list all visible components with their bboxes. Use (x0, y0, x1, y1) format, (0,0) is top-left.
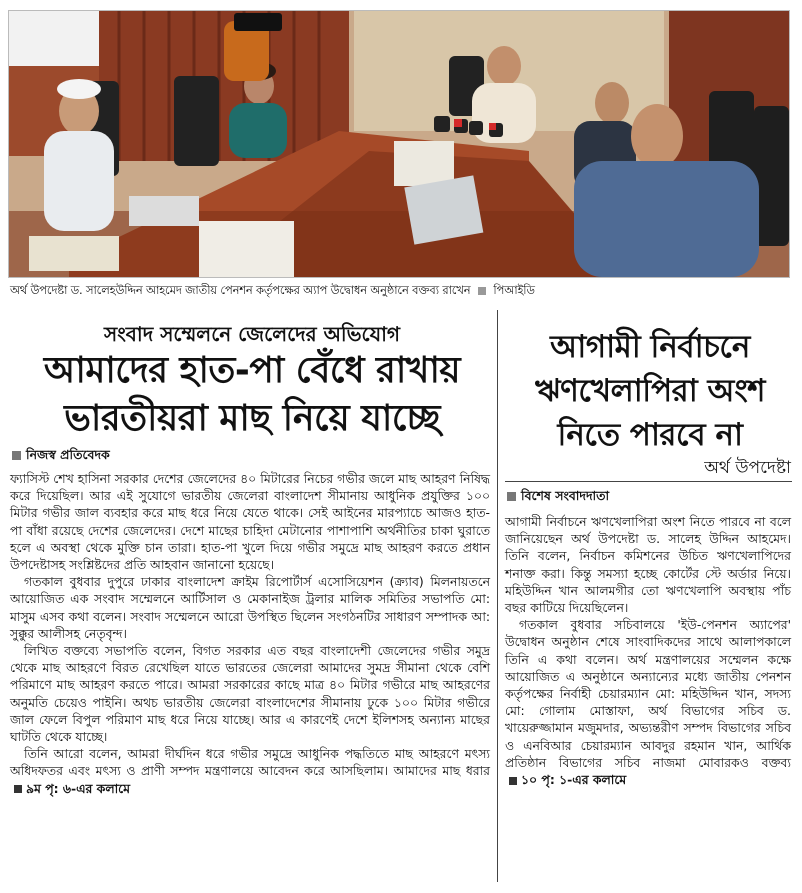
right-article-divider (505, 481, 792, 482)
right-headline-line-2: ঋণখেলাপিরা অংশ (534, 373, 766, 409)
column-divider (497, 310, 498, 882)
right-paragraph-2-text: গতকাল বুধবার সচিবালয়ে 'ইউ-পেনশন অ্যাপের' উদ্বোধন অনুষ্ঠান শেষে সাংবাদিকদের সাথে আলাপকালে তিনি এ কথা বলেন। অর্থ মন্ত্রণালয়ের সম্মেলন কক্ষে আয়োজিত এ অনুষ্ঠানে অন্যান্যের মধ্যে জাতীয় পেনশন কর্তৃপক্ষের নির্বাহী চেয়ারম্যান মো: মহিউদ্দিন খান, সদস্য মো: গোলাম মোস্তাফা, অর্থ বিভাগের সচিব ড. খায়েরুজ্জামান মজুমদার, অভ্যন্তরীণ সম্পদ বিভাগের সচিব ও এনবিআর চেয়ারম্যান আবদুর রহমান খান, আর্থিক প্রতিষ্ঠান বিভাগের সচিব নাজমা মোবারকও বক্তব্য (505, 617, 791, 770)
left-headline-line-2: ভারতীয়রা মাছ নিয়ে যাচ্ছে (64, 398, 440, 439)
left-continuation-text: ৯ম পৃ: ৬-এর কলামে (26, 780, 131, 796)
left-headline-line-1: আমাদের হাত-পা বেঁধে রাখায় (43, 350, 461, 391)
continuation-marker-icon (14, 785, 22, 793)
left-article-body (10, 470, 490, 890)
left-article-kicker: সংবাদ সম্মেলনে জেলেদের অভিযোগ (103, 322, 401, 346)
right-article-body (505, 513, 791, 888)
left-article-headline (10, 347, 494, 443)
left-paragraph-1: ফ্যাসিস্ট শেখ হাসিনা সরকার দেশের জেলেদের ৪০ মিটারের নিচের গভীর জলে মাছ আহরণ নিষিদ্ধ করে দিয়েছিল। আর এই সুযোগে ভারতীয় জেলেরা বাংলাদেশ সীমানায় আধুনিক প্রযুক্তির ১০০ মিটার গভীর জাল ব্যবহার করে মাছ ধরে নিয়ে যেতে থাকে। সেই আইনের মারপ্যাচে আজও হাত-পা বাঁধা রয়েছে দেশের জেলেদের। দেশে মাছের চাহিদা মেটানোর পাশাপাশি অর্থনীতির চাকা ঘুরাতে হলে এ অবস্থা থেকে মুক্তি চান তারা। হাত-পা খুলে দিয়ে গভীর সমুদ্রে মাছ আহরণ করতে প্রধান উপদেষ্টাসহ সংশ্লিষ্টদের প্রতি আহবান জানানো হয়েছে। (10, 471, 490, 573)
right-byline-text: বিশেষ সংবাদদাতা (521, 488, 610, 503)
caption-credit-marker-icon (478, 287, 486, 295)
left-article-byline (12, 447, 110, 467)
right-headline-line-3: নিতে পারবে না (557, 417, 743, 453)
caption-credit: পিআইডি (493, 283, 535, 297)
right-headline-line-1: আগামী নির্বাচনে (550, 329, 750, 365)
right-article-source: অর্থ উপদেষ্টা (704, 458, 791, 478)
byline-bullet-icon (12, 451, 21, 460)
left-paragraph-4-text: তিনি আরো বলেন, আমরা দীর্ঘদিন ধরে গভীর সমুদ্রে আধুনিক পদ্ধতিতে মাছ আহরণে মৎস্য অধিদফতর এবং মৎস্য ও প্রাণী সম্পদ মন্ত্রণালয়ে আবেদন করে আসছিলাম। আমাদের মাছ ধরার (10, 746, 490, 779)
left-paragraph-4 (10, 745, 490, 797)
left-paragraph-3: লিখিত বক্তব্যে সভাপতি বলেন, বিগত সরকার এত বছর বাংলাদেশী জেলেদের গভীর সমুদ্র থেকে মাছ আহরণে বিরত রেখেছিল যাতে ভারতের জেলেরা আমাদের সুমদ্র সীমানা থেকে বেশি পরিমাণে মাছ আহরণ করতে পারে। আমরা সরকারের কাছে মাত্র ৪০ মিটার গভীরে মাছ আহরণের অনুমতি চেয়েও পাইনি। অথচ ভারতীয় জেলেরা বাংলাদেশের সীমানায় ঢুকে ১০০ মিটার গভীরে জাল ফেলে বিপুল পরিমাণ মাছ ধরে নিয়ে যাচ্ছে। আর এ কারণেই দেশে ইলিশসহ অন্যান্য মাছের ঘাটতি থেকে যাচ্ছে। (10, 643, 490, 745)
left-paragraph-2: গতকাল বুধবার দুপুরে ঢাকার বাংলাদেশ ক্রাইম রিপোর্টার্স এসোসিয়েশন (ক্র্যাব) মিলনায়তনে আয়োজিত এক সংবাদ সম্মেলনে আর্টিসাল ও মেকানাইজ ট্রলার মালিক সমিতির সভাপতি মো: মাসুম এসব কথা বলেন। সংবাদ সম্মেলনে আরো উপস্থিত ছিলেন সংগঠনটির সাধারণ সম্পাদক আ: সুক্কুর আলীসহ নেতৃবৃন্দ। (10, 574, 490, 641)
right-article-byline (507, 488, 609, 508)
left-byline-text: নিজস্ব প্রতিবেদক (26, 447, 110, 462)
photo-caption (10, 282, 790, 301)
right-continuation-text: ১০ পৃ: ১-এর কলামে (521, 772, 627, 788)
right-article-headline (505, 325, 795, 457)
byline-bullet-icon (507, 492, 516, 501)
right-paragraph-2 (505, 616, 791, 788)
continuation-marker-icon (509, 777, 517, 785)
right-paragraph-1: আগামী নির্বাচনে ঋণখেলাপিরা অংশ নিতে পারবে না বলে জানিয়েছেন অর্থ উপদেষ্টা ড. সালেহ উদ্দিন আহমেদ। তিনি বলেন, নির্বাচন কমিশনের উচিত ঋণখেলাপিদের শনাক্ত করা। কিন্তু সমস্যা হচ্ছে কোর্টের স্টে অর্ডার নিয়ে। মহিউদ্দিন খান আলমগীর তো ঋণখেলাপি অবস্থায় পাঁচ বছর কাটিয়ে দিয়েছিলেন। (505, 514, 791, 616)
left-article-continuation[interactable] (10, 781, 130, 796)
meeting-photo (8, 10, 790, 278)
caption-text: অর্থ উপদেষ্টা ড. সালেহউদ্দিন আহমেদ জাতীয় পেনশন কর্তৃপক্ষের অ্যাপ উদ্বোধন অনুষ্ঠানে বক্তব্য রাখেন (10, 283, 471, 297)
right-article-continuation[interactable] (505, 772, 626, 787)
